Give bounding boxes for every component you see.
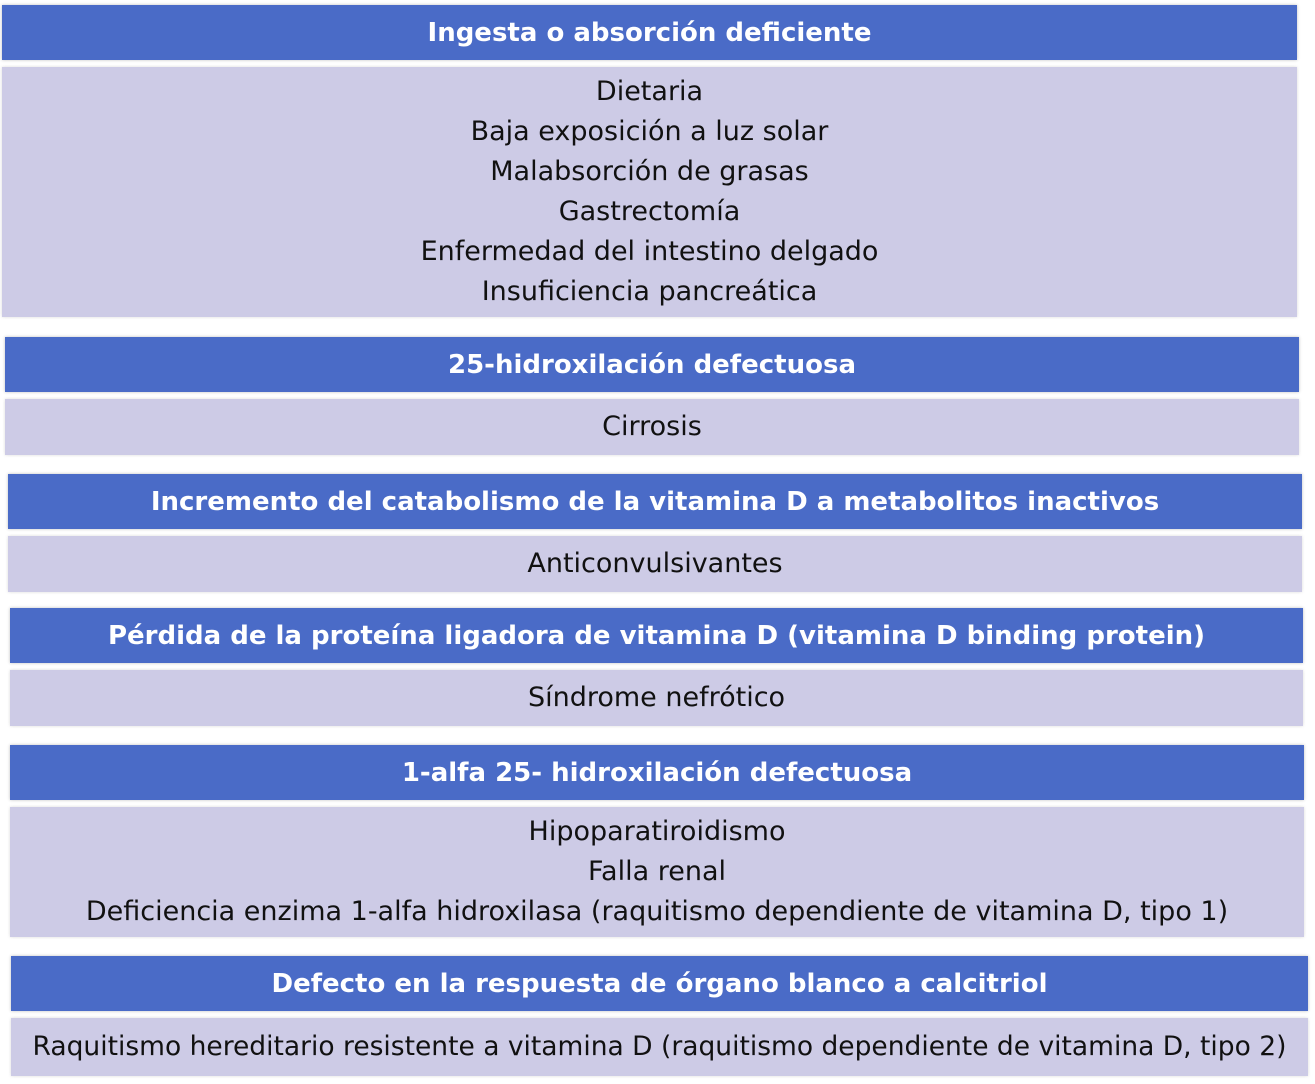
list-item: Deficiencia enzima 1-alfa hidroxilasa (raquitismo dependiente de vitamina D, tipo 1) [85,896,1229,927]
list-item: Baja exposición a luz solar [470,116,829,147]
section-body-organo-blanco [11,1018,1308,1076]
list-item: Hipoparatiroidismo [528,816,786,847]
section-body-proteina-ligadora [10,670,1303,726]
list-item: Cirrosis [602,411,702,442]
section-body-ingesta [2,67,1297,317]
list-item: Anticonvulsivantes [527,548,783,579]
section-header-text: Pérdida de la proteína ligadora de vitamina D (vitamina D binding protein) [107,620,1206,651]
section-body-catabolismo [8,536,1302,592]
section-header-text: Defecto en la respuesta de órgano blanco a calcitriol [271,968,1048,999]
section-header-proteina-ligadora [10,608,1303,663]
list-item: Dietaria [595,76,704,107]
list-item: Gastrectomía [558,196,741,227]
section-header-text: 25-hidroxilación defectuosa [447,349,856,380]
section-header-text: Incremento del catabolismo de la vitamina D a metabolitos inactivos [150,486,1160,517]
section-body-25-hidroxilacion [5,399,1299,455]
section-header-text: Ingesta o absorción deficiente [427,17,872,48]
section-header-ingesta [2,5,1297,60]
list-item: Síndrome nefrótico [527,682,786,713]
list-item: Raquitismo hereditario resistente a vitamina D (raquitismo dependiente de vitamina D, tipo 2) [32,1031,1287,1062]
section-header-text: 1-alfa 25- hidroxilación defectuosa [401,757,913,788]
section-header-catabolismo [8,474,1302,529]
list-item: Insuficiencia pancreática [481,276,818,307]
section-header-1-alfa [10,745,1304,800]
list-item: Falla renal [587,856,726,887]
list-item: Enfermedad del intestino delgado [420,236,879,267]
section-header-organo-blanco [11,956,1308,1011]
list-item: Malabsorción de grasas [490,156,809,187]
section-header-25-hidroxilacion [5,337,1299,392]
section-body-1-alfa [10,807,1304,937]
